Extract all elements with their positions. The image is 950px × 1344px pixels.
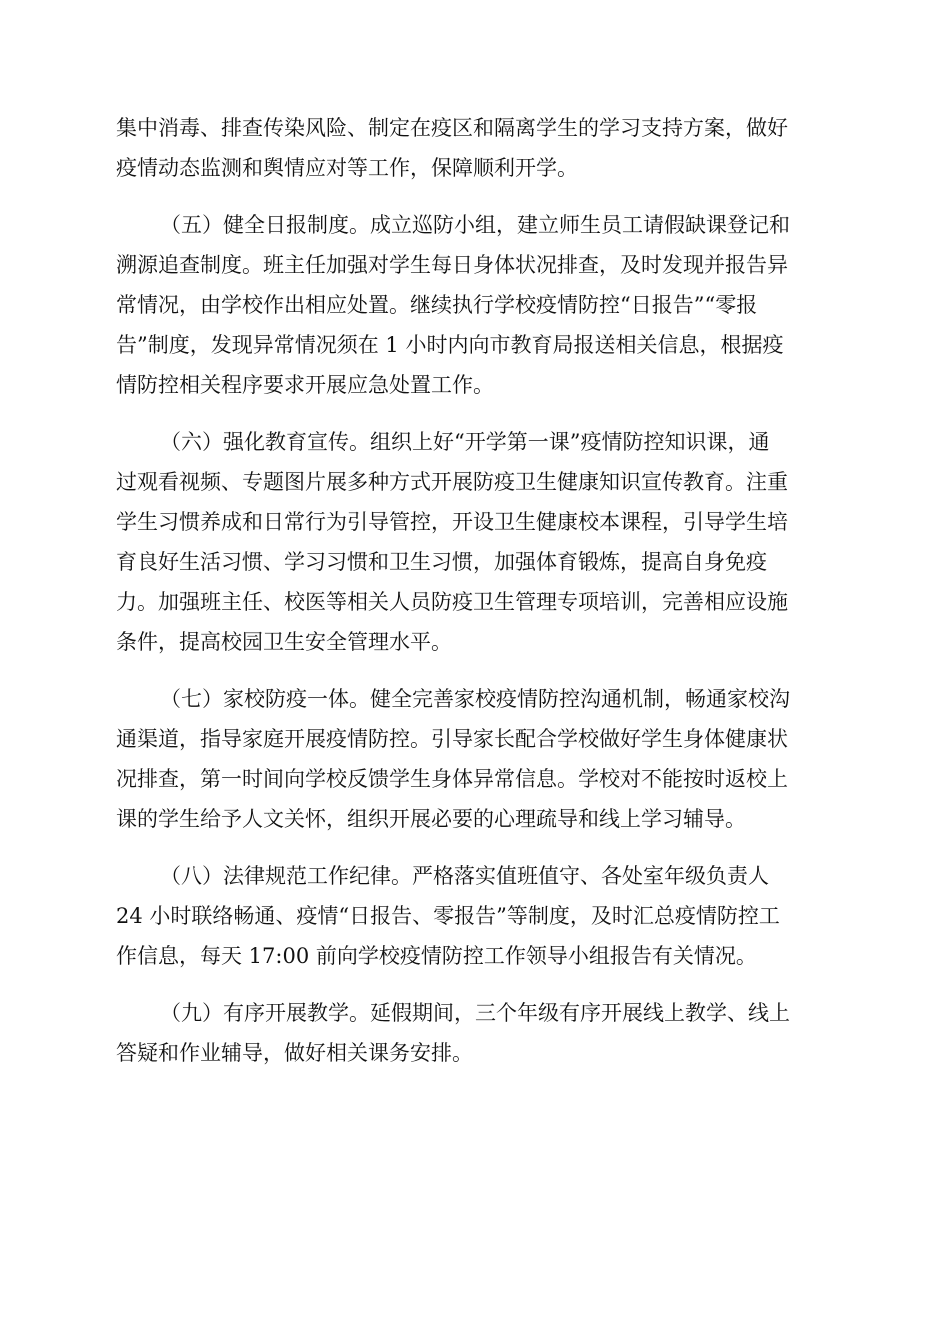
paragraph-line: 通渠道，指导家庭开展疫情防控。引导家长配合学校做好学生身体健康状 [116,727,788,751]
paragraph-line: （五）健全日报制度。成立巡防小组，建立师生员工请假缺课登记和 [160,213,790,237]
paragraph-line: （六）强化教育宣传。组织上好“开学第一课”疫情防控知识课，通 [160,430,770,454]
paragraph-continuation [116,108,834,188]
paragraph-line: 常情况，由学校作出相应处置。继续执行学校疫情防控“日报告”“零报 [116,293,758,317]
paragraph-section-6 [116,422,834,662]
paragraph-section-7 [116,679,834,839]
paragraph-section-5 [116,205,834,405]
paragraph-line: 告”制度，发现异常情况须在 1 小时内向市教育局报送相关信息，根据疫 [116,333,784,357]
paragraph-line: 24 小时联络畅通、疫情“日报告、零报告”等制度，及时汇总疫情防控工 [116,904,780,928]
paragraph-line: 力。加强班主任、校医等相关人员防疫卫生管理专项培训，完善相应设施 [116,590,788,614]
paragraph-line: 作信息，每天 17:00 前向学校疫情防控工作领导小组报告有关情况。 [116,944,757,968]
paragraph-line: 答疑和作业辅导，做好相关课务安排。 [116,1041,473,1065]
paragraph-line: 况排查，第一时间向学校反馈学生身体异常信息。学校对不能按时返校上 [116,767,788,791]
paragraph-line: 育良好生活习惯、学习习惯和卫生习惯，加强体育锻炼，提高自身免疫 [116,550,767,574]
paragraph-line: 疫情动态监测和舆情应对等工作，保障顺利开学。 [116,156,578,180]
paragraph-line: 过观看视频、专题图片展多种方式开展防疫卫生健康知识宣传教育。注重 [116,470,788,494]
paragraph-line: 条件，提高校园卫生安全管理水平。 [116,630,452,654]
paragraph-line: （八）法律规范工作纪律。严格落实值班值守、各处室年级负责人 [160,864,769,888]
paragraph-line: （七）家校防疫一体。健全完善家校疫情防控沟通机制，畅通家校沟 [160,687,790,711]
paragraph-section-9 [116,993,834,1073]
paragraph-line: 溯源追查制度。班主任加强对学生每日身体状况排查，及时发现并报告异 [116,253,788,277]
paragraph-line: （九）有序开展教学。延假期间，三个年级有序开展线上教学、线上 [160,1001,790,1025]
paragraph-line: 课的学生给予人文关怀，组织开展必要的心理疏导和线上学习辅导。 [116,807,746,831]
paragraph-line: 学生习惯养成和日常行为引导管控，开设卫生健康校本课程，引导学生培 [116,510,788,534]
document-body [116,108,834,1090]
paragraph-line: 集中消毒、排查传染风险、制定在疫区和隔离学生的学习支持方案，做好 [116,116,788,140]
paragraph-section-8 [116,856,834,976]
paragraph-line: 情防控相关程序要求开展应急处置工作。 [116,373,494,397]
